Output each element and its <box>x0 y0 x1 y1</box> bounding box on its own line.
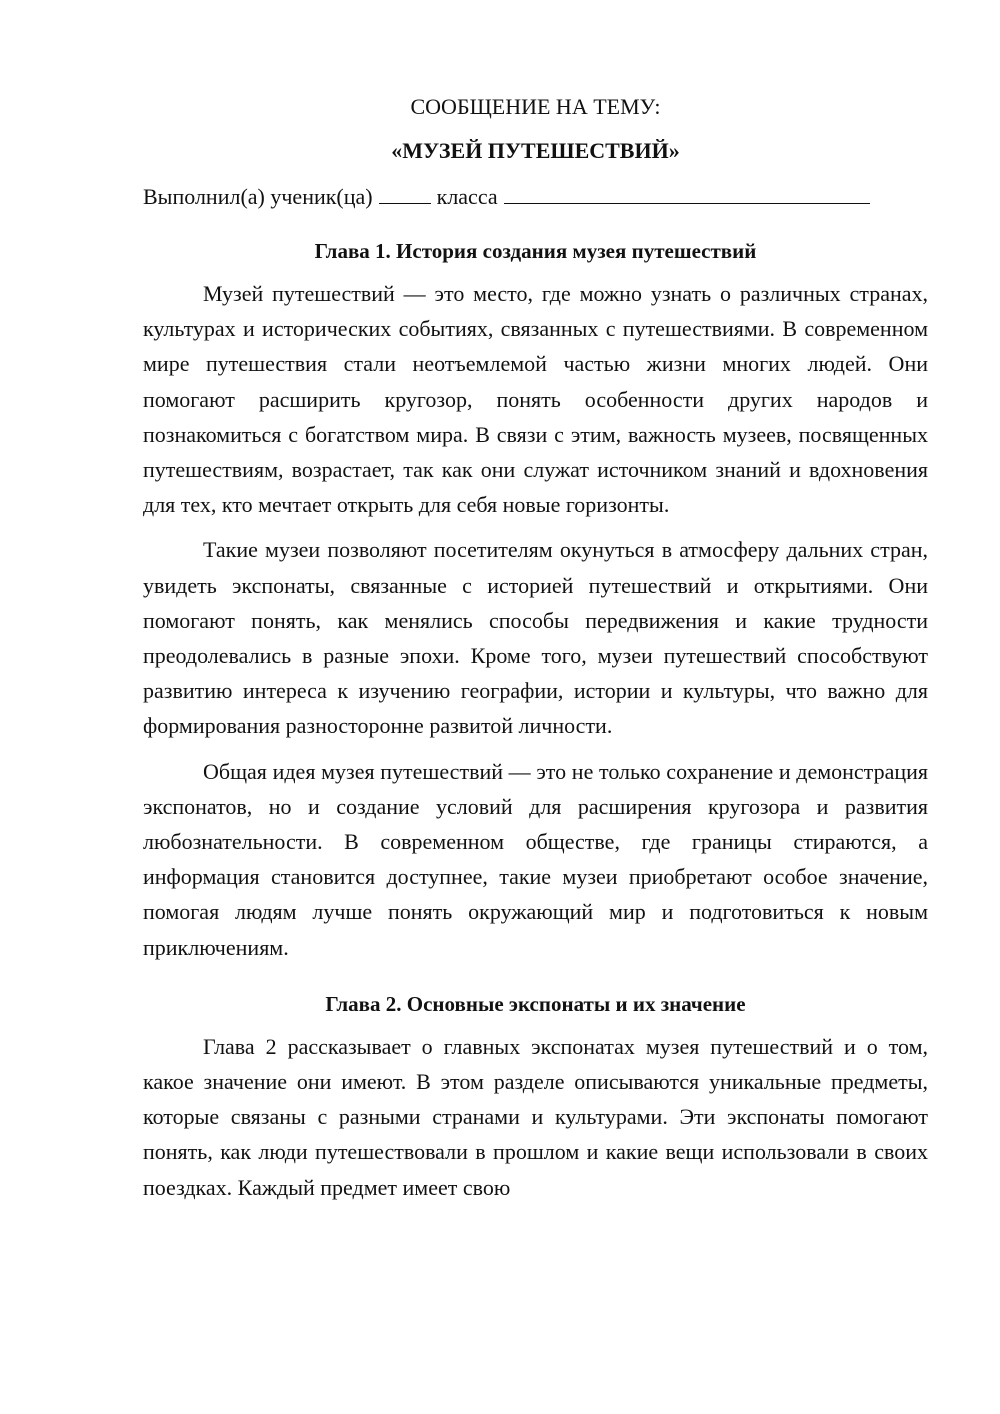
chapter-2-paragraph-1: Глава 2 рассказывает о главных экспонатах музея путешествий и о том, какое значение они имеют. В этом разделе описываются уникальные предметы, которые связаны с разными странами и культурами. Эти экспонаты помогают понять, как люди путешествовали в прошлом и какие вещи использовали в своих поездках. Каждый предмет имеет свою <box>143 1033 928 1200</box>
chapter-2-heading: Глава 2. Основные экспонаты и их значение <box>325 991 746 1016</box>
chapter-1-paragraph-2: Такие музеи позволяют посетителям окунуться в атмосферу дальних стран, увидеть экспонаты, связанные с историей путешествий и открытиями. Они помогают понять, как менялись способы передвижения и какие трудности преодолевались в разные эпохи. Кроме того, музеи путешествий способствуют развитию интереса к изучению географии, истории и культуры, что важно для формирования разносторонне развитой личности. <box>143 537 928 739</box>
chapter-1-paragraph-1: Музей путешествий — это место, где можно узнать о различных странах, культурах и исторических событиях, связанных с путешествиями. В современном мире путешествия стали неотъемлемой частью жизни многих людей. Они помогают расширить кругозор, понять особенности других народов и познакомиться с богатством мира. В связи с этим, важность музеев, посвященных путешествиям, возрастает, так как они служат источником знаний и вдохновения для тех, кто мечтает открыть для себя новые горизонты. <box>143 281 928 518</box>
document-page <box>143 92 928 1215</box>
title-line-1: СООБЩЕНИЕ НА ТЕМУ: <box>410 94 661 119</box>
author-prefix: Выполнил(а) ученик(ца) <box>143 184 373 209</box>
chapter-1-paragraph-3: Общая идея музея путешествий — это не только сохранение и демонстрация экспонатов, но и создание условий для расширения кругозора и развития любознательности. В современном обществе, где границы стираются, а информация становится доступнее, такие музеи приобретают особое значение, помогая людям лучше понять окружающий мир и подготовиться к новым приключениям. <box>143 758 928 960</box>
title-line-2: «МУЗЕЙ ПУТЕШЕСТВИЙ» <box>391 138 680 163</box>
author-class-label: класса <box>436 184 498 209</box>
student-name-blank <box>504 183 870 204</box>
chapter-1-heading: Глава 1. История создания музея путешествий <box>314 239 757 263</box>
class-number-blank <box>379 183 431 204</box>
author-line <box>143 182 928 212</box>
